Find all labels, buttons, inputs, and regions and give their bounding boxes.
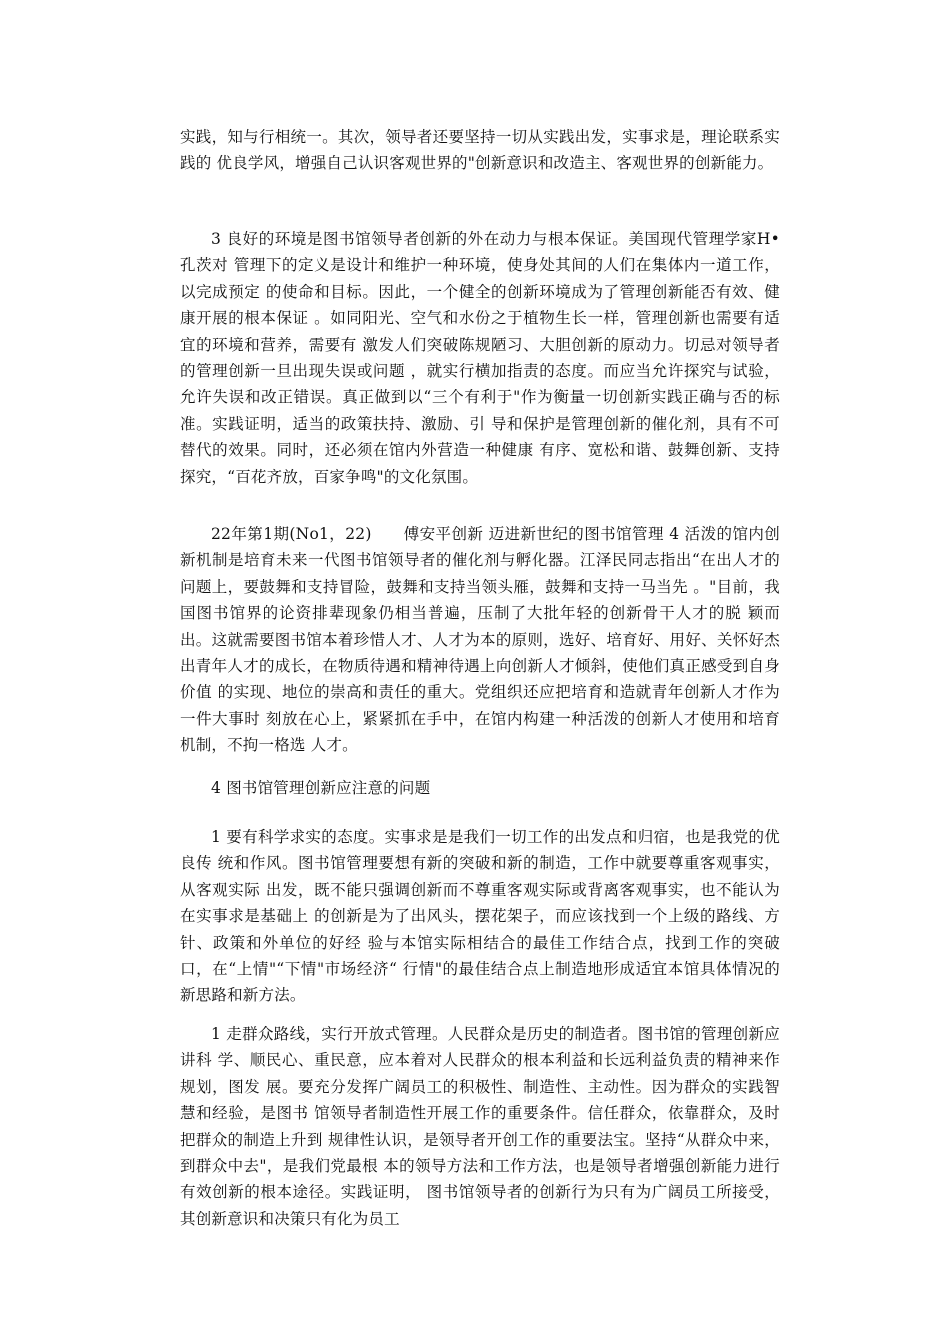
paragraph-text: 22年第1期(No1，22) 傅安平创新 迈进新世纪的图书馆管理 4 活泼的馆内创新机制是培育未来一代图书馆领导者的催化剂与孵化器。江泽民同志指出“在出人才的问题上，要鼓舞和支持冒险，鼓舞和支持当领头雁，鼓舞和支持一马当先 。"目前，我国图书馆界的论资排辈现象仍相当普遍，压制了大批年轻的创新骨干人才的脱 颖而出。这就需要图书馆本着珍惜人才、人才为本的原则，选好、培育好、用好、关怀好杰 出青年人才的成长，在物质待遇和精神待遇上向创新人才倾斜，使他们真正感受到自身价值 的实现、地位的崇高和责任的重大。党组织还应把培育和造就青年创新人才作为一件大事时 刻放在心上，紧紧抓在手中，在馆内构建一种活泼的创新人才使用和培育机制，不拘一格选 人才。 — [180, 525, 780, 755]
paragraph-text: 1 要有科学求实的态度。实事求是是我们一切工作的出发点和归宿，也是我党的优良传 统和作风。图书馆管理要想有新的突破和新的制造，工作中就要尊重客观事实，从客观实际 出发，既不能只强调创新而不尊重客观实际或背离客观事实，也不能认为在实事求是基础上 的创新是为了出风头，摆花架子，而应该找到一个上级的路线、方针、政策和外单位的好经 验与本馆实际相结合的最佳工作结合点，找到工作的突破口，在“上情"“下情"市场经济“ 行情"的最佳结合点上制造地形成适宜本馆具体情况的新思路和新方法。 — [180, 828, 780, 1005]
paragraph-innovation-mechanism — [180, 521, 780, 759]
section-heading-text: 4 图书馆管理创新应注意的问题 — [211, 779, 431, 797]
paragraph-text: 3 良好的环境是图书馆领导者创新的外在动力与根本保证。美国现代管理学家H•孔茨对 管理下的定义是设计和维护一种环境，使身处其间的人们在集体内一道工作，以完成预定 的使命和目标。因此，一个健全的创新环境成为了管理创新能否有效、健康开展的根本保证 。如同阳光、空气和水份之于植物生长一样，管理创新也需要有适宜的环境和营养，需要有 激发人们突破陈规陋习、大胆创新的原动力。切忌对领导者的管理创新一旦出现失误或问题 ，就实行横加指责的态度。而应当允许探究与试验，允许失误和改正错误。真正做到以“三个有利于"作为衡量一切创新实践正确与否的标准。实践证明，适当的政策扶持、激励、引 导和保护是管理创新的催化剂，具有不可替代的效果。同时，还必须在馆内外营造一种健康 有序、宽松和谐、鼓舞创新、支持探究，“百花齐放，百家争鸣"的文化氛围。 — [180, 230, 780, 486]
paragraph-practice-continuation — [180, 124, 780, 177]
paragraph-mass-line — [180, 1021, 780, 1232]
paragraph-scientific-attitude — [180, 824, 780, 1009]
paragraph-text: 实践，知与行相统一。其次，领导者还要坚持一切从实践出发，实事求是，理论联系实践的 优良学风，增强自己认识客观世界的"创新意识和改造主、客观世界的创新能力。 — [180, 128, 780, 173]
paragraph-environment — [180, 226, 780, 490]
section-heading — [180, 775, 780, 801]
paragraph-text: 1 走群众路线，实行开放式管理。人民群众是历史的制造者。图书馆的管理创新应讲科 学、顺民心、重民意，应本着对人民群众的根本利益和长远利益负责的精神来作规划，图发 展。要充分发挥广阔员工的积极性、制造性、主动性。因为群众的实践智慧和经验，是图书 馆领导者制造性开展工作的重要条件。信任群众，依靠群众，及时把群众的制造上升到 规律性认识，是领导者开创工作的重要法宝。坚持“从群众中来，到群众中去"，是我们党最根 本的领导方法和工作方法，也是领导者增强创新能力进行有效创新的根本途径。实践证明， 图书馆领导者的创新行为只有为广阔员工所接受，其创新意识和决策只有化为员工 — [180, 1025, 780, 1228]
